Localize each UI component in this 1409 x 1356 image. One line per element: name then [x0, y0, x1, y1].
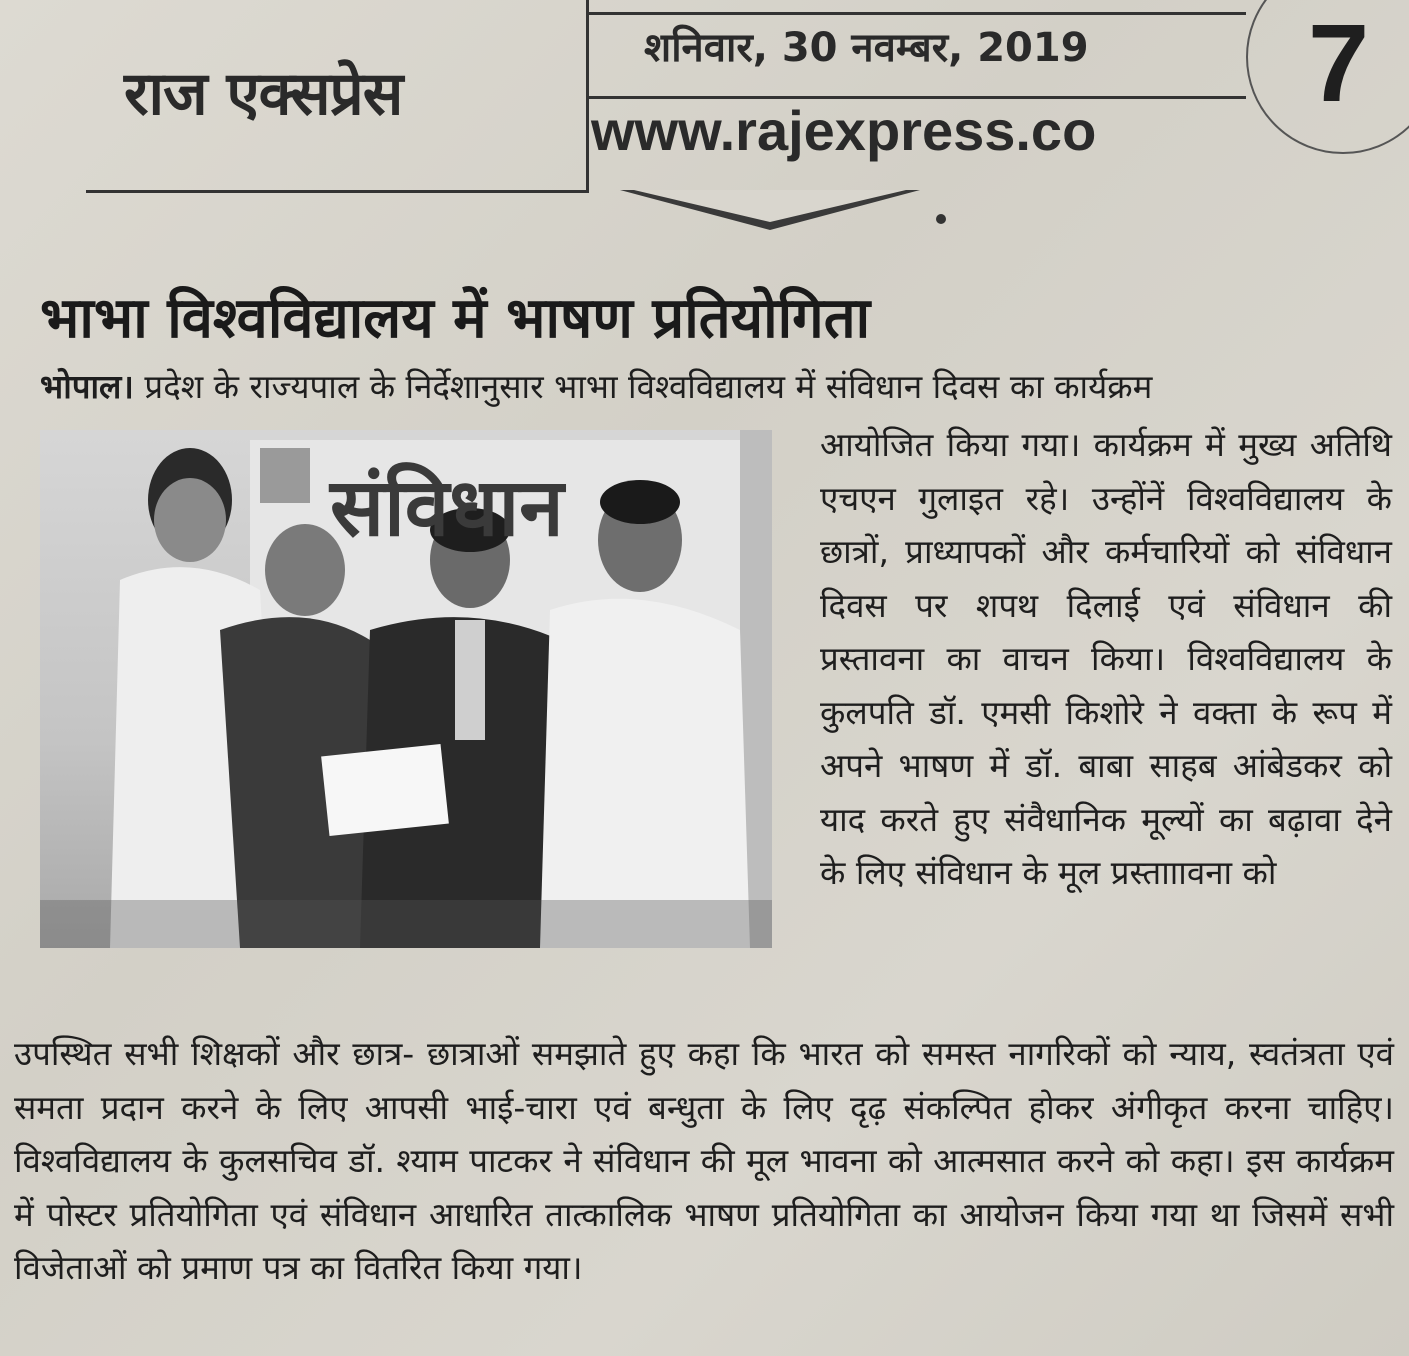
article-line-1: प्रदेश के राज्यपाल के निर्देशानुसार भाभा विश्वविद्यालय में संविधान दिवस का कार्यक्रम	[144, 367, 1153, 406]
page-number: 7	[1308, 2, 1370, 125]
article-dateline: भोपाल।	[40, 367, 134, 406]
issue-date: शनिवार, 30 नवम्बर, 2019	[644, 25, 1089, 71]
article-body-right-column: आयोजित किया गया। कार्यक्रम में मुख्य अतिथि एचएन गुलाइत रहे। उन्होंनें विश्वविद्यालय के छात्रों, प्राध्यापकों और कर्मचारियों को संविधान दिवस पर शपथ दिलाई एवं संविधान की प्रस्तावना का वाचन किया। विश्वविद्यालय के कुलपति डॉ. एमसी किशोरे ने वक्ता के रूप में अपने भाषण में डॉ. बाबा साहब आंबेडकर को याद करते हुए संवैधानिक मूल्यों का बढ़ावा देने के लिए संविधान के मूल प्रस्तााावना को	[820, 425, 1392, 892]
newspaper-title: राज एक्सप्रेस	[124, 59, 403, 129]
photo-banner-text: संविधान	[330, 461, 564, 554]
masthead-rule	[586, 12, 1246, 15]
article-photo	[40, 430, 772, 948]
website-url: www.rajexpress.co	[591, 99, 1097, 162]
ink-dot	[936, 214, 946, 224]
article-body-bottom: उपस्थित सभी शिक्षकों और छात्र- छात्राओं समझाते हुए कहा कि भारत को समस्त नागरिकों को न्याय, स्वतंत्रता एवं समता प्रदान करने के लिए आपसी भाई-चारा एवं बन्धुता के लिए दृढ़ संकल्पित होकर अंगीकृत करना चाहिए। विश्वविद्यालय के कुलसचिव डॉ. श्याम पाटकर ने संविधान की मूल भावना को आत्मसात करने को कहा। इस कार्यक्रम में पोस्टर प्रतियोगिता एवं संविधान आधारित तात्कालिक भाषण प्रतियोगिता का आयोजन किया गया था जिसमें सभी विजेताओं को प्रमाण पत्र का वितरित किया गया।	[14, 1034, 1394, 1287]
divider-chevron-inner	[634, 190, 906, 222]
article-first-line	[40, 360, 1400, 414]
article-headline: भाभा विश्वविद्यालय में भाषण प्रतियोगिता	[40, 286, 871, 351]
